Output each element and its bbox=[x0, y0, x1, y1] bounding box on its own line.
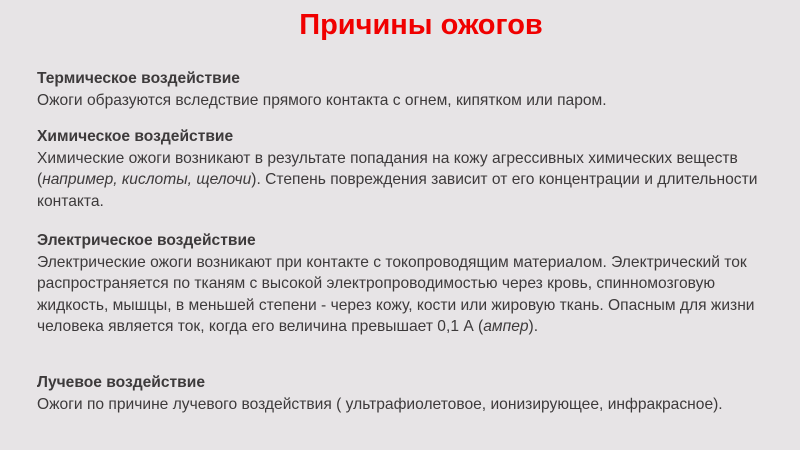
section-text bbox=[37, 148, 777, 213]
text-part: Электрические ожоги возникают при контакте с токопроводящим материалом. Электрический ток распространяется по тканям с высокой электропроводимостью через кровь, спинномозговую жидкость, мышцы, в меньшей степени - через кожу, кости или жировую ткань. Опасным для жизни человека является ток, когда его величина превышает 0,1 А ( bbox=[37, 253, 755, 335]
section-thermal bbox=[37, 68, 777, 111]
section-heading: Электрическое воздействие bbox=[37, 232, 256, 249]
text-part: ). bbox=[528, 318, 539, 335]
section-chemical bbox=[37, 126, 777, 212]
text-part: Химические ожоги возникают в результате попадания на кожу агрессивных химических веществ ( bbox=[37, 149, 738, 188]
section-heading: Химическое воздействие bbox=[37, 128, 234, 145]
section-text bbox=[37, 252, 777, 338]
section-heading: Термическое воздействие bbox=[37, 70, 240, 87]
section-radiation bbox=[37, 372, 777, 415]
text-part: ). Степень повреждения зависит от его концентрации и длительности контакта. bbox=[37, 171, 758, 210]
slide-title: Причины ожогов bbox=[299, 9, 543, 41]
section-heading: Лучевое воздействие bbox=[37, 374, 206, 391]
section-text: Ожоги по причине лучевого воздействия ( ультрафиолетовое, ионизирующее, инфракрасное). bbox=[37, 395, 723, 413]
section-text: Ожоги образуются вследствие прямого контакта с огнем, кипятком или паром. bbox=[37, 91, 607, 109]
section-electrical bbox=[37, 230, 777, 338]
text-italic: например, кислоты, щелочи bbox=[42, 171, 252, 188]
text-italic: ампер bbox=[483, 318, 529, 335]
